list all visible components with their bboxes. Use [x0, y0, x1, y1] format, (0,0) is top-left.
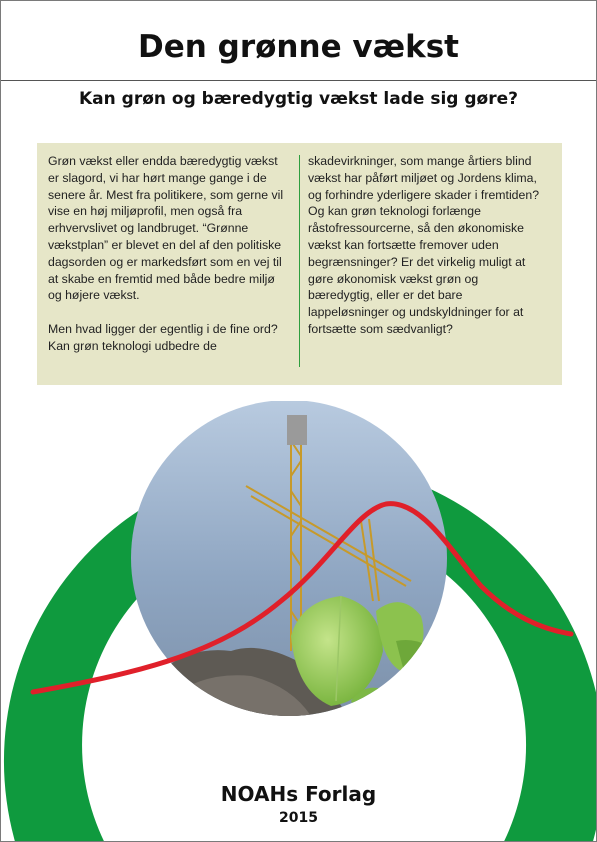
paragraph: Men hvad ligger der egentlig i de fine ord? Kan grøn teknologi udbedre de [48, 321, 278, 353]
intro-text-box [37, 143, 562, 385]
title-divider [1, 80, 596, 81]
column-divider [299, 155, 300, 367]
photo-circle [121, 401, 461, 726]
page-title: Den grønne vækst [138, 29, 459, 65]
text-column-right [308, 153, 544, 355]
cover-illustration [1, 401, 597, 842]
page-subtitle: Kan grøn og bæredygtig vækst lade sig gøre? [79, 89, 518, 109]
publication-year: 2015 [279, 810, 318, 826]
text-column-left [48, 153, 288, 371]
paragraph: skadevirkninger, som mange årtiers blind vækst har påført miljøet og Jordens klima, og forhindre yderligere skader i fremtiden? Og kan grøn teknologi forlænge råstofressourcerne, så den økonomiske vækst kan fortsætte fremover uden begrænsninger? Er det virkelig muligt at gøre økonomisk vækst grøn og bæredygtig, eller er det bare lappeløsninger og undskyldninger for at fortsætte som sædvanligt? [308, 154, 540, 336]
publisher-name: NOAHs Forlag [220, 782, 377, 806]
paragraph: Grøn vækst eller endda bæredygtig vækst er slagord, vi har hørt mange gange i de senere år. Mest fra politikere, som gerne vil vise en høj miljøprofil, men også fra erhvervslivet og landbruget. “Grønne vækstplan” er blevet en del af den politiske dagsorden og er markedsført som en vej til at skabe en fremtid med både bedre miljø og højere vækst. [48, 154, 284, 303]
